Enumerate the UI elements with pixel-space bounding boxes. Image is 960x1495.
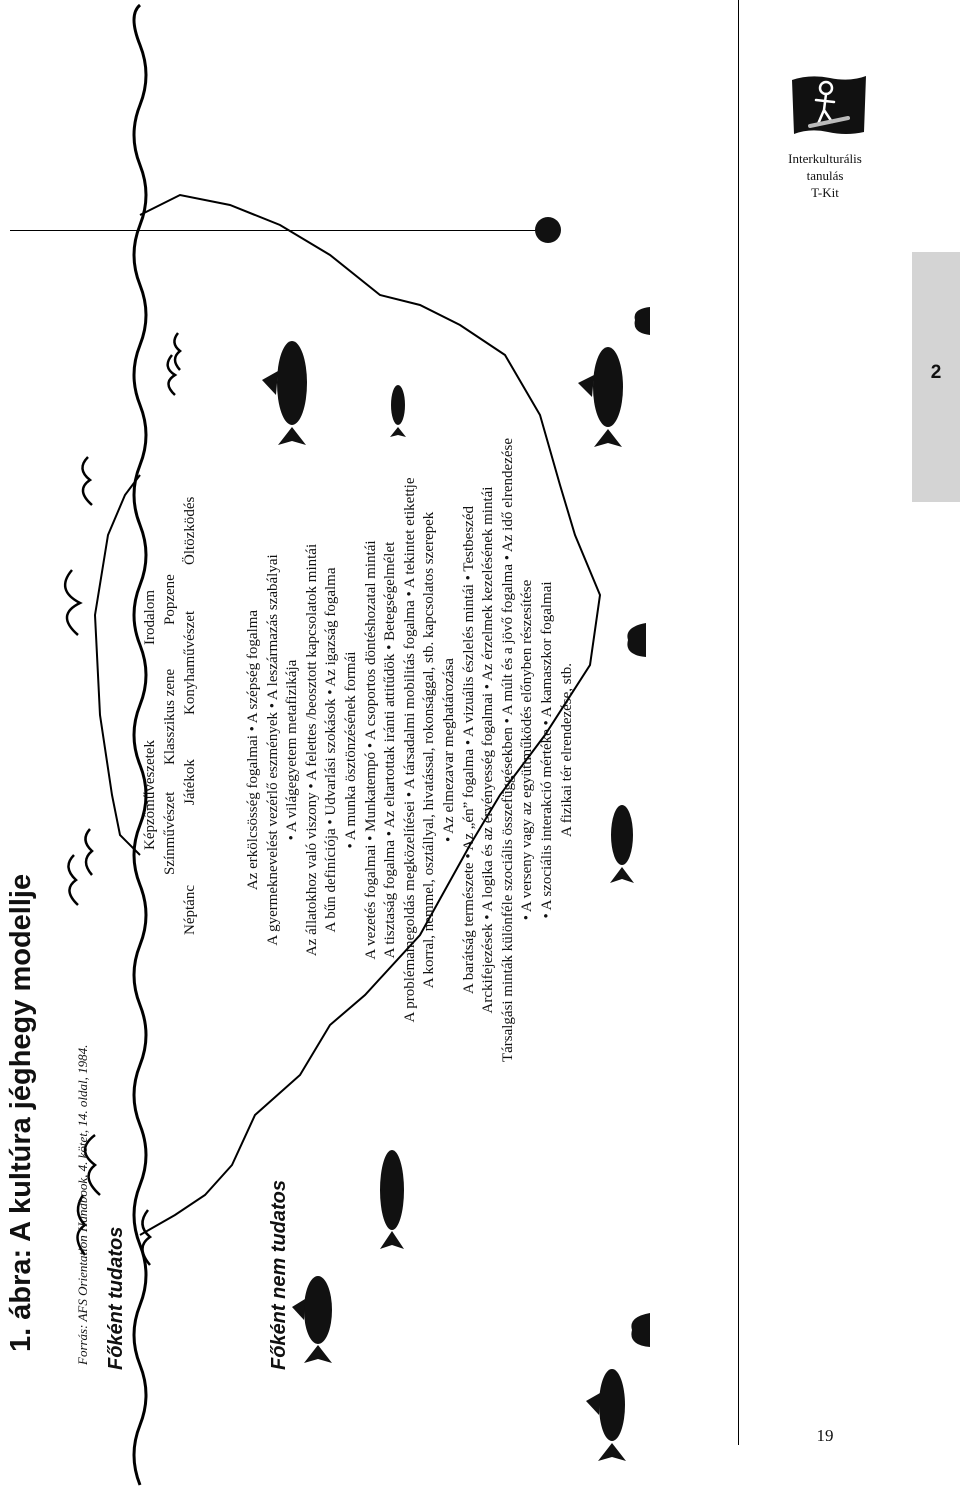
label-mainly-conscious: Főként tudatos [105,1226,127,1370]
concept-line: • A világegyetem metafizikája [284,659,301,841]
arts-item: Képzőművészetek [142,740,158,850]
concept-line: Az állatokhoz való viszony • A felettes /beosztott kapcsolatok mintái [303,543,320,957]
arts-item: Öltözködés [182,496,198,565]
figure-title: 1. ábra: A kultúra jéghegy modellje [5,873,37,1352]
concept-line: A korral, nemmel, osztállyal, hivatással, rokonsággal, stb. kapcsolatos szerepek [421,511,438,989]
kit-label: Interkulturális tanulás T-Kit [788,151,862,200]
arts-item: Konyhaművészet [182,610,198,715]
concept-line: • A munka ösztönzésének formái [342,651,359,849]
fish-1 [292,1276,332,1363]
arts-item: Játékok [182,759,198,805]
conscious-arts-list [140,496,200,945]
shell-1 [631,1313,650,1347]
arts-item: Klasszikus zene [162,668,178,765]
arts-item: Irodalom [142,590,158,645]
figure-source: Forrás: AFS Orientation Handbook, 4. kötet, 14. oldal, 1984. [75,1044,90,1365]
label-mainly-unconscious: Főként nem tudatos [268,1179,290,1370]
unconscious-concepts-list [244,310,577,1190]
t-kit-logo [790,74,868,136]
concept-line: A gyermeknevelést vezérlő eszmények • A leszármazás szabályai [264,554,281,946]
concept-line: A vezetés fogalmai • Munkatempó • A csoportos döntéshozatal mintái [362,540,379,960]
chapter-number: 2 [930,362,942,383]
arts-item: Popzene [162,574,178,625]
shell-2 [627,623,646,657]
fish-7 [578,347,623,447]
concept-line: A tisztaság fogalma • Az eltartottak iránti attitűdök • Betegségelmélet [382,541,399,959]
shell-3 [635,307,650,335]
arts-item: Néptánc [182,885,198,935]
concept-line: • A verseny vagy az együttműködés előnyben részesítése [519,579,536,921]
concept-line: A problémamegoldás megközelítései • A társadalmi mobilitás fogalma • A tekintet etikettje [401,477,418,1023]
arts-item: Színművészet [162,791,178,875]
concept-line: Társalgási minták különféle szociális összefüggésekben • A múlt és a jövő fogalma • Az idő elrendezése [499,437,516,1063]
concept-line: Arckifejezések • A logika és az érvényesség fogalmai • Az érzelmek kezelésének mintái [480,486,497,1014]
concept-line: • A szociális interakció mértéke • A kamaszkor fogalmai [538,581,555,919]
concept-line: • Az elmezavar meghatározása [440,658,457,842]
concept-line: A barátság természete • Az „én” fogalma • A vizuális észlelés mintái • Testbeszéd [460,506,477,995]
concept-line: A fizikai tér elrendezése, stb. [558,662,575,838]
concept-line: A bűn definíciója • Udvarlási szokások • Az igazság fogalma [323,567,340,933]
margin-rule [738,0,739,1445]
concept-line: Az erkölcsösség fogalmai • A szépség fogalma [245,609,261,891]
page-number: 19 [816,1426,834,1445]
fish-4 [610,805,634,883]
iceberg-tip [95,475,140,855]
fish-3 [586,1369,626,1461]
